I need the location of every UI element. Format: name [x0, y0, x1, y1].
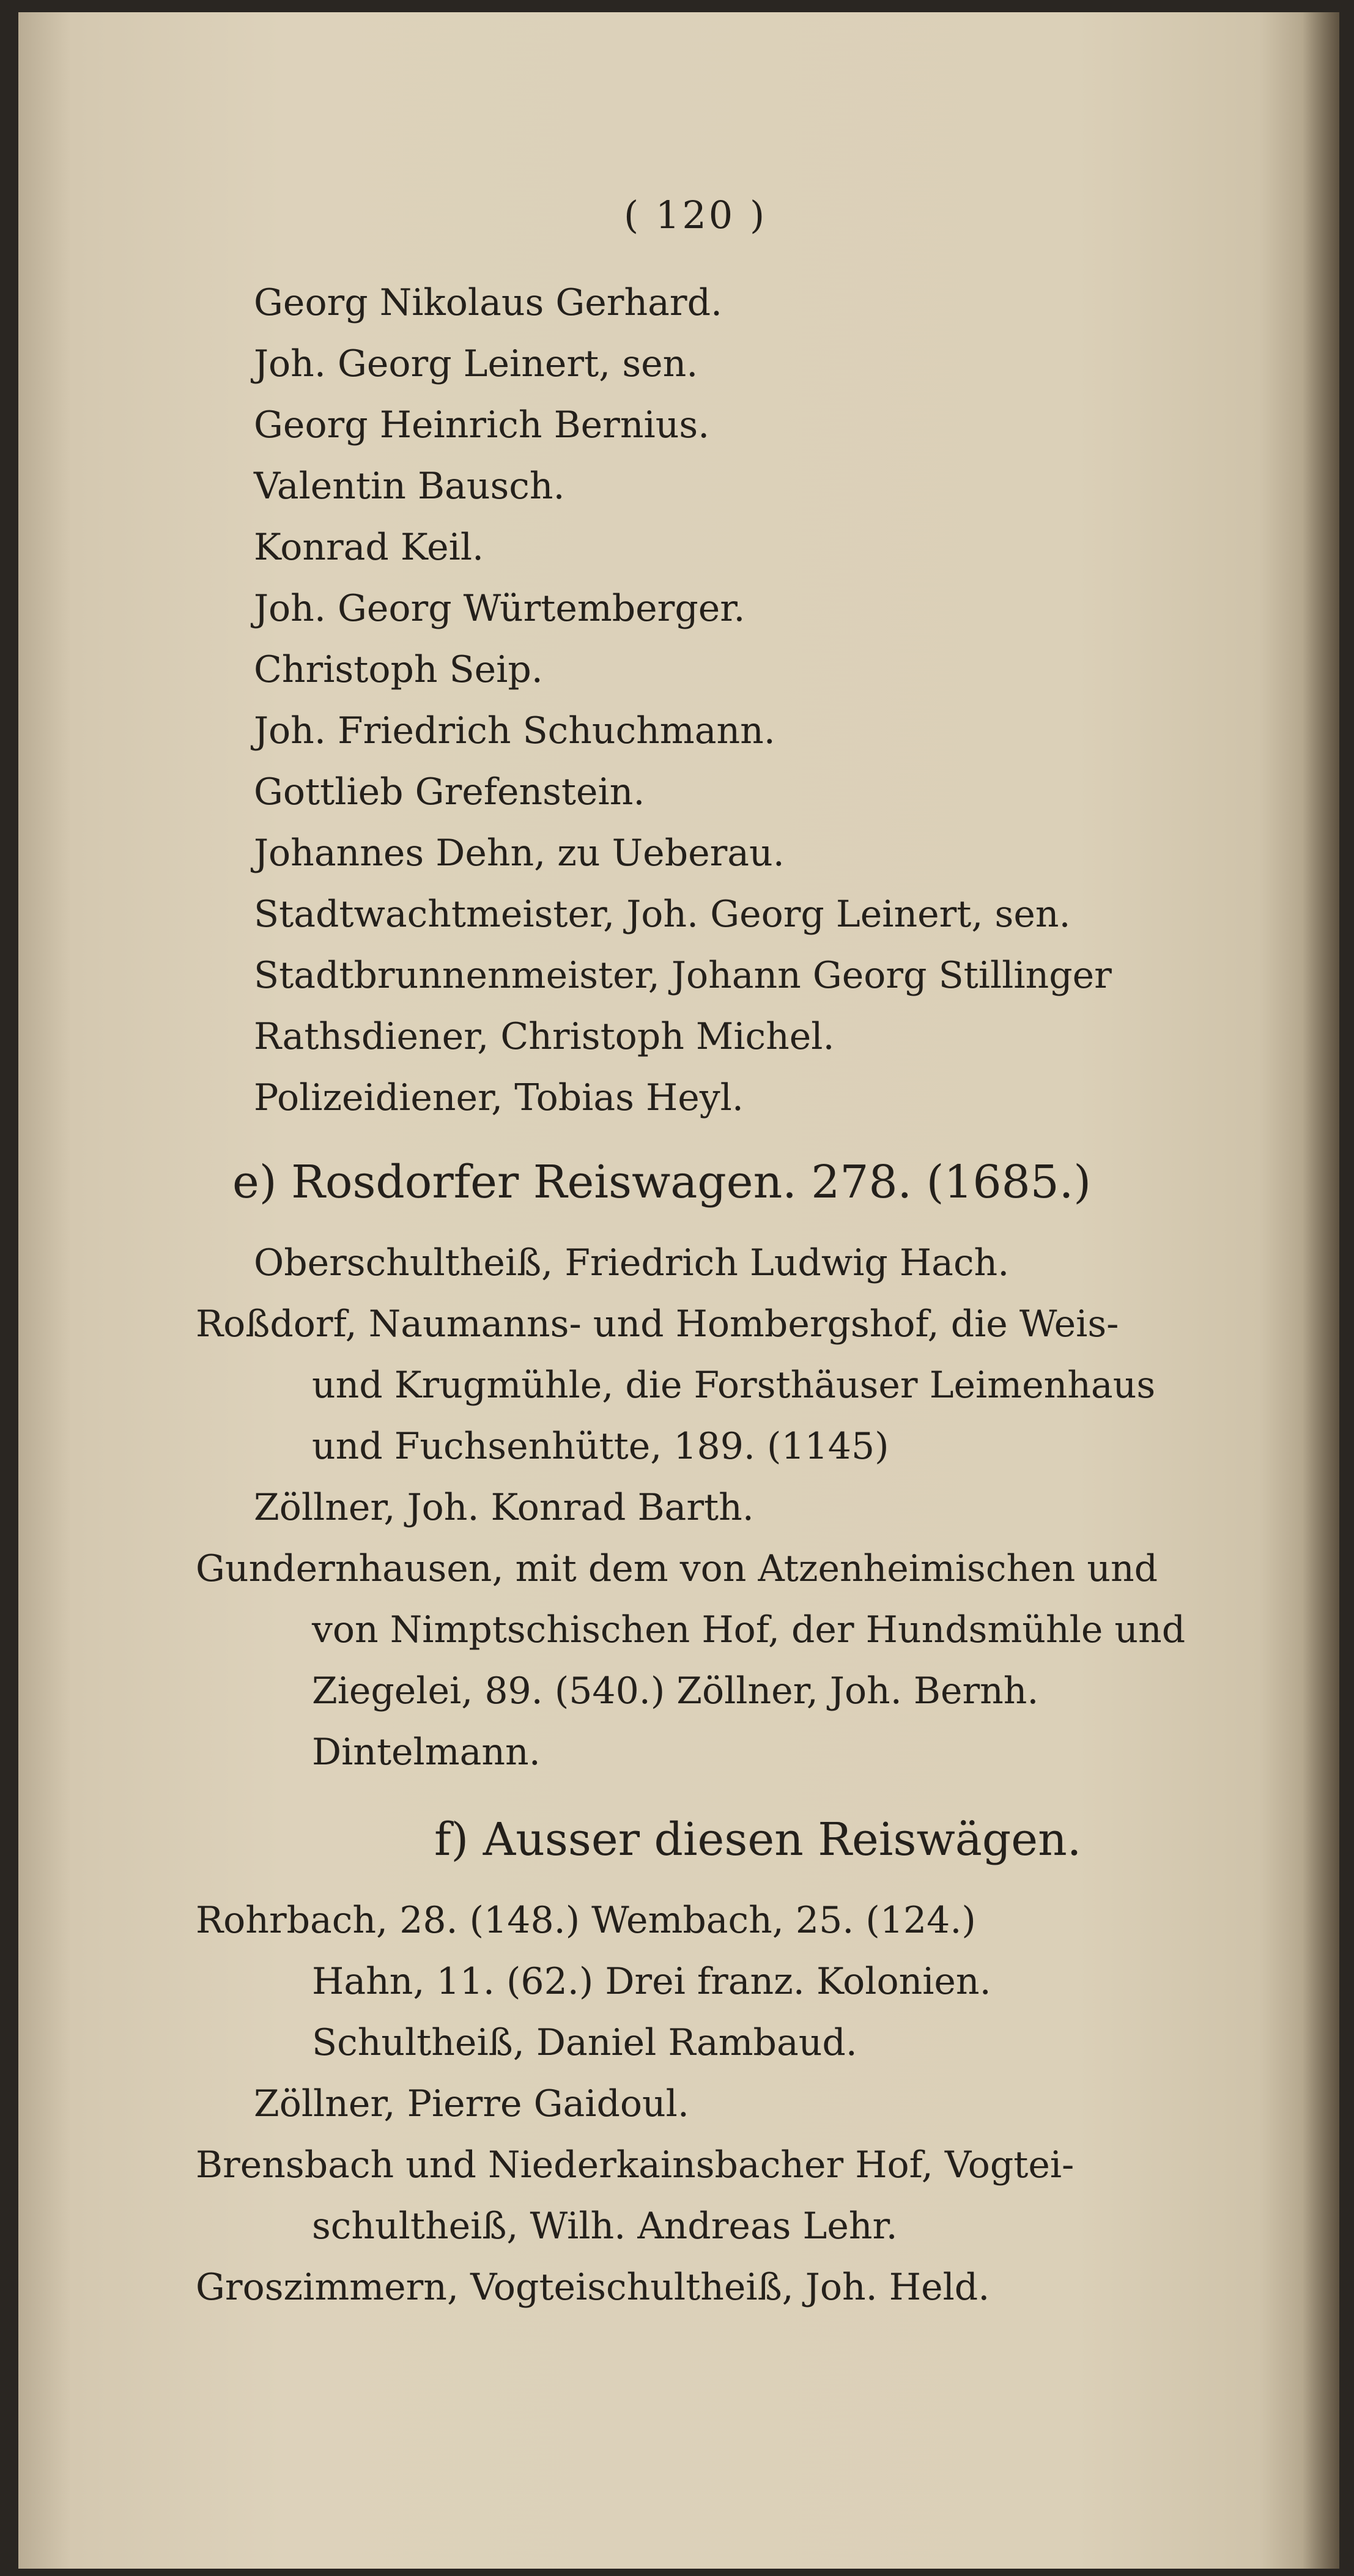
section-e-line: Oberschultheiß, Friedrich Ludwig Hach. [254, 1242, 1010, 1284]
name-line: Stadtbrunnenmeister, Johann Georg Stillinger [254, 954, 1112, 997]
name-line: Joh. Georg Würtemberger. [254, 587, 745, 630]
section-f-line: Hahn, 11. (62.) Drei franz. Kolonien. [312, 1960, 991, 2003]
section-e-line: Dintelmann. [312, 1731, 541, 1774]
page-text [18, 12, 1339, 2569]
name-line: Christoph Seip. [254, 648, 543, 691]
name-line: Johannes Dehn, zu Ueberau. [254, 832, 785, 875]
section-e-heading: e) Rosdorfer Reiswagen. 278. (1685.) [232, 1156, 1092, 1208]
book-page [18, 12, 1339, 2569]
section-e-line: Ziegelei, 89. (540.) Zöllner, Joh. Bernh. [312, 1670, 1039, 1712]
section-f-line: Zöllner, Pierre Gaidoul. [254, 2082, 689, 2125]
section-f-line: Brensbach und Niederkainsbacher Hof, Vogtei- [196, 2144, 1075, 2186]
name-line: Polizeidiener, Tobias Heyl. [254, 1076, 744, 1119]
name-line: Georg Heinrich Bernius. [254, 404, 710, 446]
section-e-line: Roßdorf, Naumanns- und Hombergshof, die Weis- [196, 1303, 1119, 1345]
name-line: Rathsdiener, Christoph Michel. [254, 1015, 835, 1058]
section-e-line: und Krugmühle, die Forsthäuser Leimenhaus [312, 1364, 1156, 1407]
section-e-line: und Fuchsenhütte, 189. (1145) [312, 1425, 889, 1468]
name-line: Valentin Bausch. [254, 465, 565, 508]
section-f-line: schultheiß, Wilh. Andreas Lehr. [312, 2205, 898, 2248]
name-line: Joh. Friedrich Schuchmann. [254, 709, 775, 752]
section-f-heading: f) Ausser diesen Reiswägen. [434, 1813, 1082, 1866]
name-line: Gottlieb Grefenstein. [254, 771, 645, 813]
name-line: Georg Nikolaus Gerhard. [254, 281, 723, 324]
name-line: Stadtwachtmeister, Joh. Georg Leinert, sen. [254, 893, 1071, 936]
section-f-line: Schultheiß, Daniel Rambaud. [312, 2021, 857, 2064]
name-line: Joh. Georg Leinert, sen. [254, 342, 698, 385]
section-f-line: Rohrbach, 28. (148.) Wembach, 25. (124.) [196, 1899, 976, 1942]
page-number: ( 120 ) [624, 193, 768, 237]
section-e-line: Zöllner, Joh. Konrad Barth. [254, 1486, 754, 1529]
name-line: Konrad Keil. [254, 526, 484, 569]
section-f-line: Groszimmern, Vogteischultheiß, Joh. Held. [196, 2266, 990, 2309]
section-e-line: von Nimptschischen Hof, der Hundsmühle und [312, 1608, 1186, 1651]
section-e-line: Gundernhausen, mit dem von Atzenheimischen und [196, 1547, 1158, 1590]
